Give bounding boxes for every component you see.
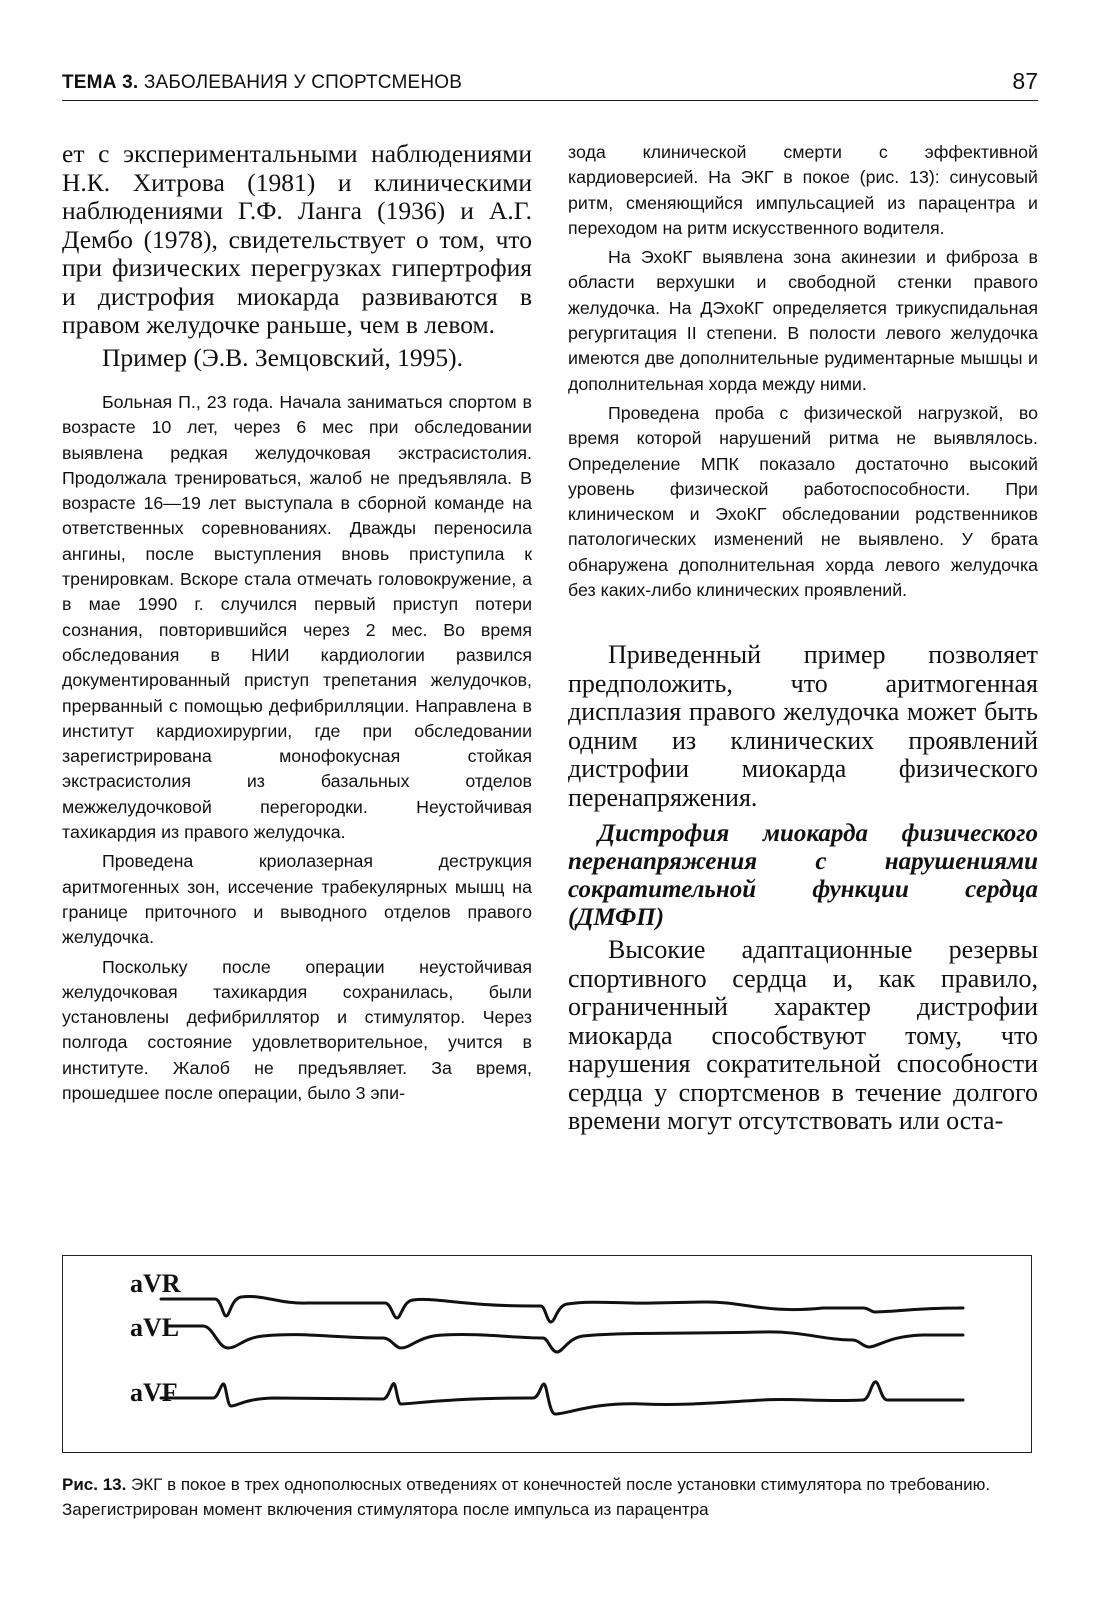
example-reference: Пример (Э.В. Земцовский, 1995). (102, 342, 463, 372)
page-number: 87 (1012, 68, 1038, 94)
running-title-topic-name: ЗАБОЛЕВАНИЯ У СПОРТСМЕНОВ (138, 72, 463, 93)
case-paragraph-3: Поскольку после операции неустойчивая желудочковая тахикардия сохранилась, были установлены дефибриллятор и стимулятор. Через полгода состояние удовлетворительное, учится в институте. Жалоб не предъявляет. За время, прошедшее после операции, было 3 эпи- (62, 956, 532, 1104)
figure-caption-label: Рис. 13. (62, 1475, 127, 1494)
ecg-trace-avr (161, 1296, 963, 1322)
running-title (62, 72, 462, 94)
intro-paragraph: ет с экспериментальными наблюдениями Н.К. Хитрова (1981) и клиническими наблюдениями Г.Ф. Ланга (1936) и А.Г. Дембо (1978), свидетельствует о том, что при физических перегрузках гипертрофия и дистрофия миокарда развиваются в правом желудочке раньше, чем в левом. (62, 139, 532, 339)
conclusion-paragraph: Приведенный пример позволяет предположить, что аритмогенная дисплазия правого желудочка может быть одним из клинических проявлений дистрофии миокарда физического перенапряжения. (568, 640, 1038, 812)
figure-caption (62, 1472, 1038, 1522)
ecg-trace-avl (168, 1326, 963, 1352)
case-paragraph-6: Проведена проба с физической нагрузкой, во время которой нарушений ритма не выявлялось. Определение МПК показало достаточно высокий уровень физической работоспособности. При клиническом и ЭхоКГ обследовании родственников патологических изменений не выявлено. У брата обнаружена дополнительная хорда левого желудочка без каких-либо клинических проявлений. (568, 402, 1038, 601)
section-paragraph: Высокие адаптационные резервы спортивного сердца и, как правило, ограниченный характер дистрофии миокарда способствуют тому, что нарушения сократительной способности сердца у спортсменов в течение долгого времени могут отсутствовать или оста- (568, 935, 1038, 1136)
left-column (62, 140, 532, 1106)
case-paragraph-2: Проведена криолазерная деструкция аритмогенных зон, иссечение трабекулярных мышц на границе приточного и выводного отделов правого желудочка. (62, 851, 532, 948)
ecg-traces (63, 1256, 1031, 1452)
lead-label-avl: aVL (130, 1313, 180, 1342)
right-column (568, 140, 1038, 1136)
running-header (62, 66, 1038, 101)
running-title-topic-number: ТЕМА 3. (62, 72, 139, 93)
ecg-trace-avf (161, 1382, 963, 1414)
lead-label-avf: aVF (130, 1378, 178, 1407)
case-paragraph-4: зода клинической смерти с эффективной кардиоверсией. На ЭКГ в покое (рис. 13): синусовый ритм, сменяющийся импульсацией из парацентра и переходом на ритм искусственного водителя. (568, 142, 1038, 238)
case-paragraph-5: На ЭхоКГ выявлена зона акинезии и фиброза в области верхушки и свободной стенки правого желудочка. На ДЭхоКГ определяется трикуспидальная регургитация II степени. В полости левого желудочка имеются две дополнительные рудиментарные мышцы и дополнительная хорда между ними. (568, 247, 1038, 394)
figure-caption-text: ЭКГ в покое в трех однополюсных отведениях от конечностей после установки стимулятора по требованию. Зарегистрирован момент включения стимулятора после импульса из парацентра (62, 1475, 991, 1519)
ecg-figure (62, 1255, 1032, 1453)
section-heading: Дистрофия миокарда физического перенапряжения с нарушениями сократительной функции сердца (ДМФП) (568, 820, 1038, 932)
case-paragraph-1: Больная П., 23 года. Начала заниматься спортом в возрасте 10 лет, через 6 мес при обследовании выявлена редкая желудочковая экстрасистолия. Продолжала тренироваться, жалоб не предъявляла. В возрасте 16—19 лет выступала в сборной команде на ответственных соревнованиях. Дважды переносила ангины, после выступления вновь приступила к тренировкам. Вскоре стала отмечать головокружение, а в мае 1990 г. случился первый приступ потери сознания, повторившийся через 2 мес. Во время обследования в НИИ кардиологии развился документированный приступ трепетания желудочков, прерванный с помощью дефибрилляции. Направлена в институт кардиохирургии, где при обследовании зарегистрирована монофокусная стойкая экстрасистолия из базальных отделов межжелудочковой перегородки. Неустойчивая тахикардия из правого желудочка. (62, 392, 532, 843)
lead-label-avr: aVR (130, 1269, 181, 1298)
